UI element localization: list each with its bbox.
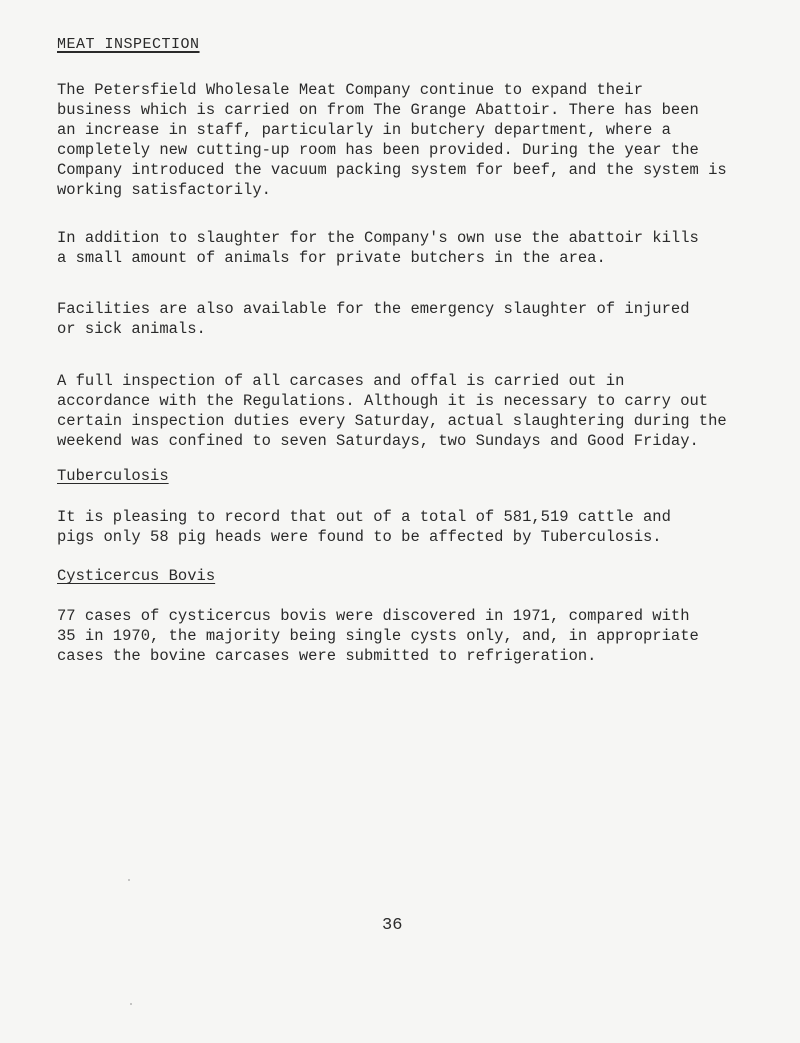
paragraph-company <box>57 80 757 200</box>
paragraph-tuberculosis <box>57 507 757 547</box>
text-line: 77 cases of cysticercus bovis were discovered in 1971, compared with <box>57 607 690 625</box>
text-line: business which is carried on from The Grange Abattoir. There has been <box>57 101 699 119</box>
scan-speck <box>128 879 130 881</box>
text-line: Facilities are also available for the emergency slaughter of injured <box>57 300 690 318</box>
text-line: pigs only 58 pig heads were found to be affected by Tuberculosis. <box>57 528 662 546</box>
text-line: accordance with the Regulations. Although it is necessary to carry out <box>57 392 709 410</box>
text-line: a small amount of animals for private butchers in the area. <box>57 249 606 267</box>
paragraph-cysticercus <box>57 606 757 666</box>
text-line: weekend was confined to seven Saturdays, two Sundays and Good Friday. <box>57 432 699 450</box>
text-line: an increase in staff, particularly in butchery department, where a <box>57 121 671 139</box>
text-line: The Petersfield Wholesale Meat Company continue to expand their <box>57 81 643 99</box>
paragraph-emergency-slaughter <box>57 299 757 339</box>
paragraph-abattoir-kills <box>57 228 757 268</box>
scan-speck <box>130 1003 132 1005</box>
text-line: or sick animals. <box>57 320 206 338</box>
text-line: cases the bovine carcases were submitted to refrigeration. <box>57 647 597 665</box>
text-line: In addition to slaughter for the Company's own use the abattoir kills <box>57 229 699 247</box>
text-line: working satisfactorily. <box>57 181 271 199</box>
text-line: completely new cutting-up room has been provided. During the year the <box>57 141 699 159</box>
text-line: It is pleasing to record that out of a total of 581,519 cattle and <box>57 508 671 526</box>
paragraph-inspection <box>57 371 757 451</box>
page-heading: MEAT INSPECTION <box>57 36 200 53</box>
text-line: certain inspection duties every Saturday, actual slaughtering during the <box>57 412 727 430</box>
tuberculosis-heading: Tuberculosis <box>57 467 169 485</box>
text-line: A full inspection of all carcases and offal is carried out in <box>57 372 625 390</box>
cysticercus-heading: Cysticercus Bovis <box>57 567 216 585</box>
text-line: 35 in 1970, the majority being single cysts only, and, in appropriate <box>57 627 699 645</box>
page-number: 36 <box>382 916 403 935</box>
text-line: Company introduced the vacuum packing system for beef, and the system is <box>57 161 727 179</box>
